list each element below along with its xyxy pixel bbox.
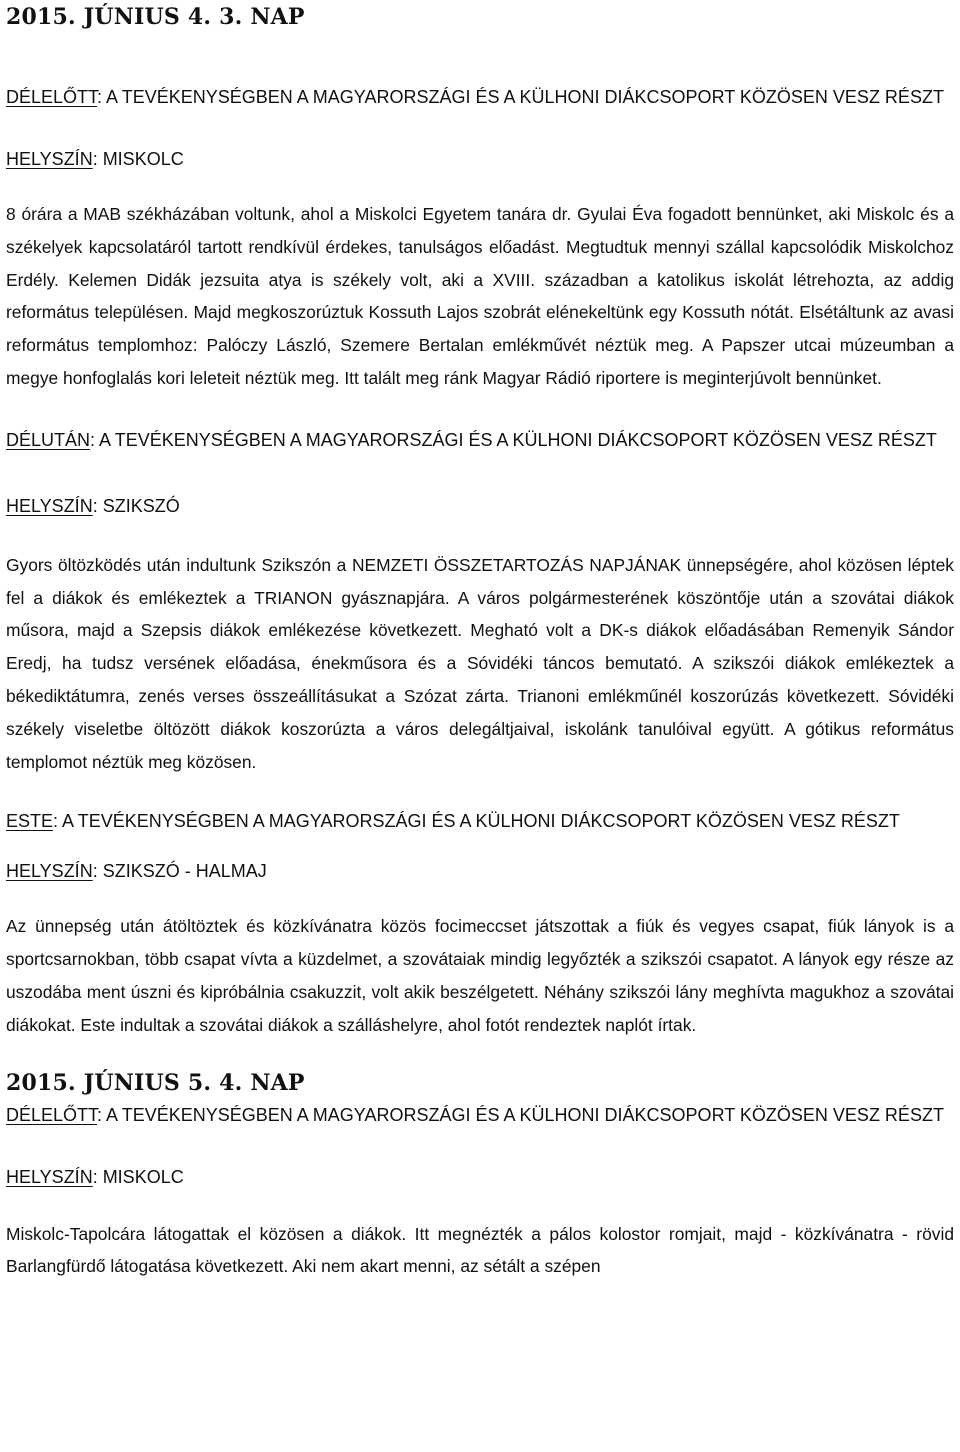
morning-heading: [6, 1102, 954, 1128]
location-value: : MISKOLC: [92, 1166, 184, 1187]
location-value: : SZIKSZÓ: [92, 495, 180, 516]
evening-label: ESTE: [6, 811, 54, 832]
location-line: [6, 858, 954, 884]
morning-heading-text: : A TEVÉKENYSÉGBEN A MAGYARORSZÁGI ÉS A KÜLHONI DIÁKCSOPORT KÖZÖSEN VESZ RÉSZT: [97, 87, 944, 107]
day-title: 2015. JÚNIUS 4. 3. NAP: [6, 4, 305, 30]
afternoon-heading-text: : A TEVÉKENYSÉGBEN A MAGYARORSZÁGI ÉS A KÜLHONI DIÁKCSOPORT KÖZÖSEN VESZ RÉSZT: [90, 429, 937, 450]
evening-heading-text: : A TEVÉKENYSÉGBEN A MAGYARORSZÁGI ÉS A KÜLHONI DIÁKCSOPORT KÖZÖSEN VESZ RÉSZT: [53, 811, 900, 832]
morning-heading: [6, 84, 954, 110]
location-value: : MISKOLC: [92, 149, 184, 169]
afternoon-heading: [6, 427, 954, 453]
evening-heading: [6, 808, 954, 834]
day-title: 2015. JÚNIUS 5. 4. NAP: [6, 1069, 305, 1096]
evening-paragraph: Az ünnepség után átöltöztek és közkívánatra közös focimeccset játszottak a fiúk és vegyes csapat, fiúk lányok is a sportcsarnokban, több csapat vívta a küzdelmet, a szovátaiak mindig legyőzték a szikszói csapatot. A lányok egy része az uszodába ment úszni és kipróbálnia csakuzzit, volt akik beszélgetett. Néhány szikszói lány meghívta magukhoz a szovátai diákokat. Este indultak a szovátai diákok a szálláshelyre, ahol fotót rendeztek naplót írtak.: [6, 916, 954, 1035]
day2-morning-paragraph: Miskolc-Tapolcára látogattak el közösen a diákok. Itt megnézték a pálos kolostor romjait, majd - közkívánatra - rövid Barlangfürdő látogatása következett. Aki nem akart menni, az sétált a szépen: [6, 1223, 954, 1277]
afternoon-paragraph: Gyors öltözködés után indultunk Szikszón a NEMZETI ÖSSZETARTOZÁS NAPJÁNAK ünnepségére, ahol közösen léptek fel a diákok és emlékeztek a TRIANON gyásznapjára. A város polgármesterének köszöntője után a szovátai diákok műsora, majd a Szepsis diákok emlékezése következett. Megható volt a DK-s diákok előadásában Remenyik Sándor Eredj, ha tudsz versének előadása, énekműsora és a Sóvidéki táncos bemutató. A szikszói diákok emlékeztek a békediktátumra, zenés verses összeállításukat a Szózat zárta. Trianoni emlékműnél koszorúzás következett. Sóvidéki székely viseletbe öltözött diákok koszorúzta a város delegáltjaival, iskolánk tanulóival együtt. A gótikus református templomot néztük meg közösen.: [6, 554, 954, 772]
location-value: : SZIKSZÓ - HALMAJ: [92, 861, 267, 882]
morning-paragraph: 8 órára a MAB székházában voltunk, ahol a Miskolci Egyetem tanára dr. Gyulai Éva fogadott bennünket, aki Miskolc és a székelyek kapcsolatáról tartott rendkívül érdekes, tanulságos előadást. Megtudtuk mennyi szállal kapcsolódik Miskolchoz Erdély. Kelemen Didák jezsuita atya is székely volt, aki a XVIII. században a katolikus iskolát létrehozta, az addig református településen. Majd megkoszorúztuk Kossuth Lajos szobrát elénekeltünk egy Kossuth nótát. Elsétáltunk az avasi református templomhoz: Palóczy László, Szemere Bertalan emlékművét néztük meg. A Papszer utcai múzeumban a megye honfoglalás kori leleteit néztük meg. Itt talált meg ránk Magyar Rádió riportere is meginterjúvolt bennünket.: [6, 204, 954, 388]
location-label: HELYSZÍN: [6, 861, 93, 882]
location-label: HELYSZÍN: [6, 1166, 93, 1187]
location-line: [6, 1164, 954, 1190]
morning-label: DÉLELŐTT: [6, 1104, 98, 1125]
morning-label: DÉLELŐTT: [6, 87, 98, 107]
location-label: HELYSZÍN: [6, 149, 93, 169]
document-page: [6, 0, 954, 1283]
morning-heading-text: : A TEVÉKENYSÉGBEN A MAGYARORSZÁGI ÉS A KÜLHONI DIÁKCSOPORT KÖZÖSEN VESZ RÉSZT: [97, 1104, 944, 1125]
location-line: [6, 493, 954, 519]
afternoon-label: DÉLUTÁN: [6, 429, 91, 450]
location-label: HELYSZÍN: [6, 495, 93, 516]
location-line: [6, 146, 954, 172]
